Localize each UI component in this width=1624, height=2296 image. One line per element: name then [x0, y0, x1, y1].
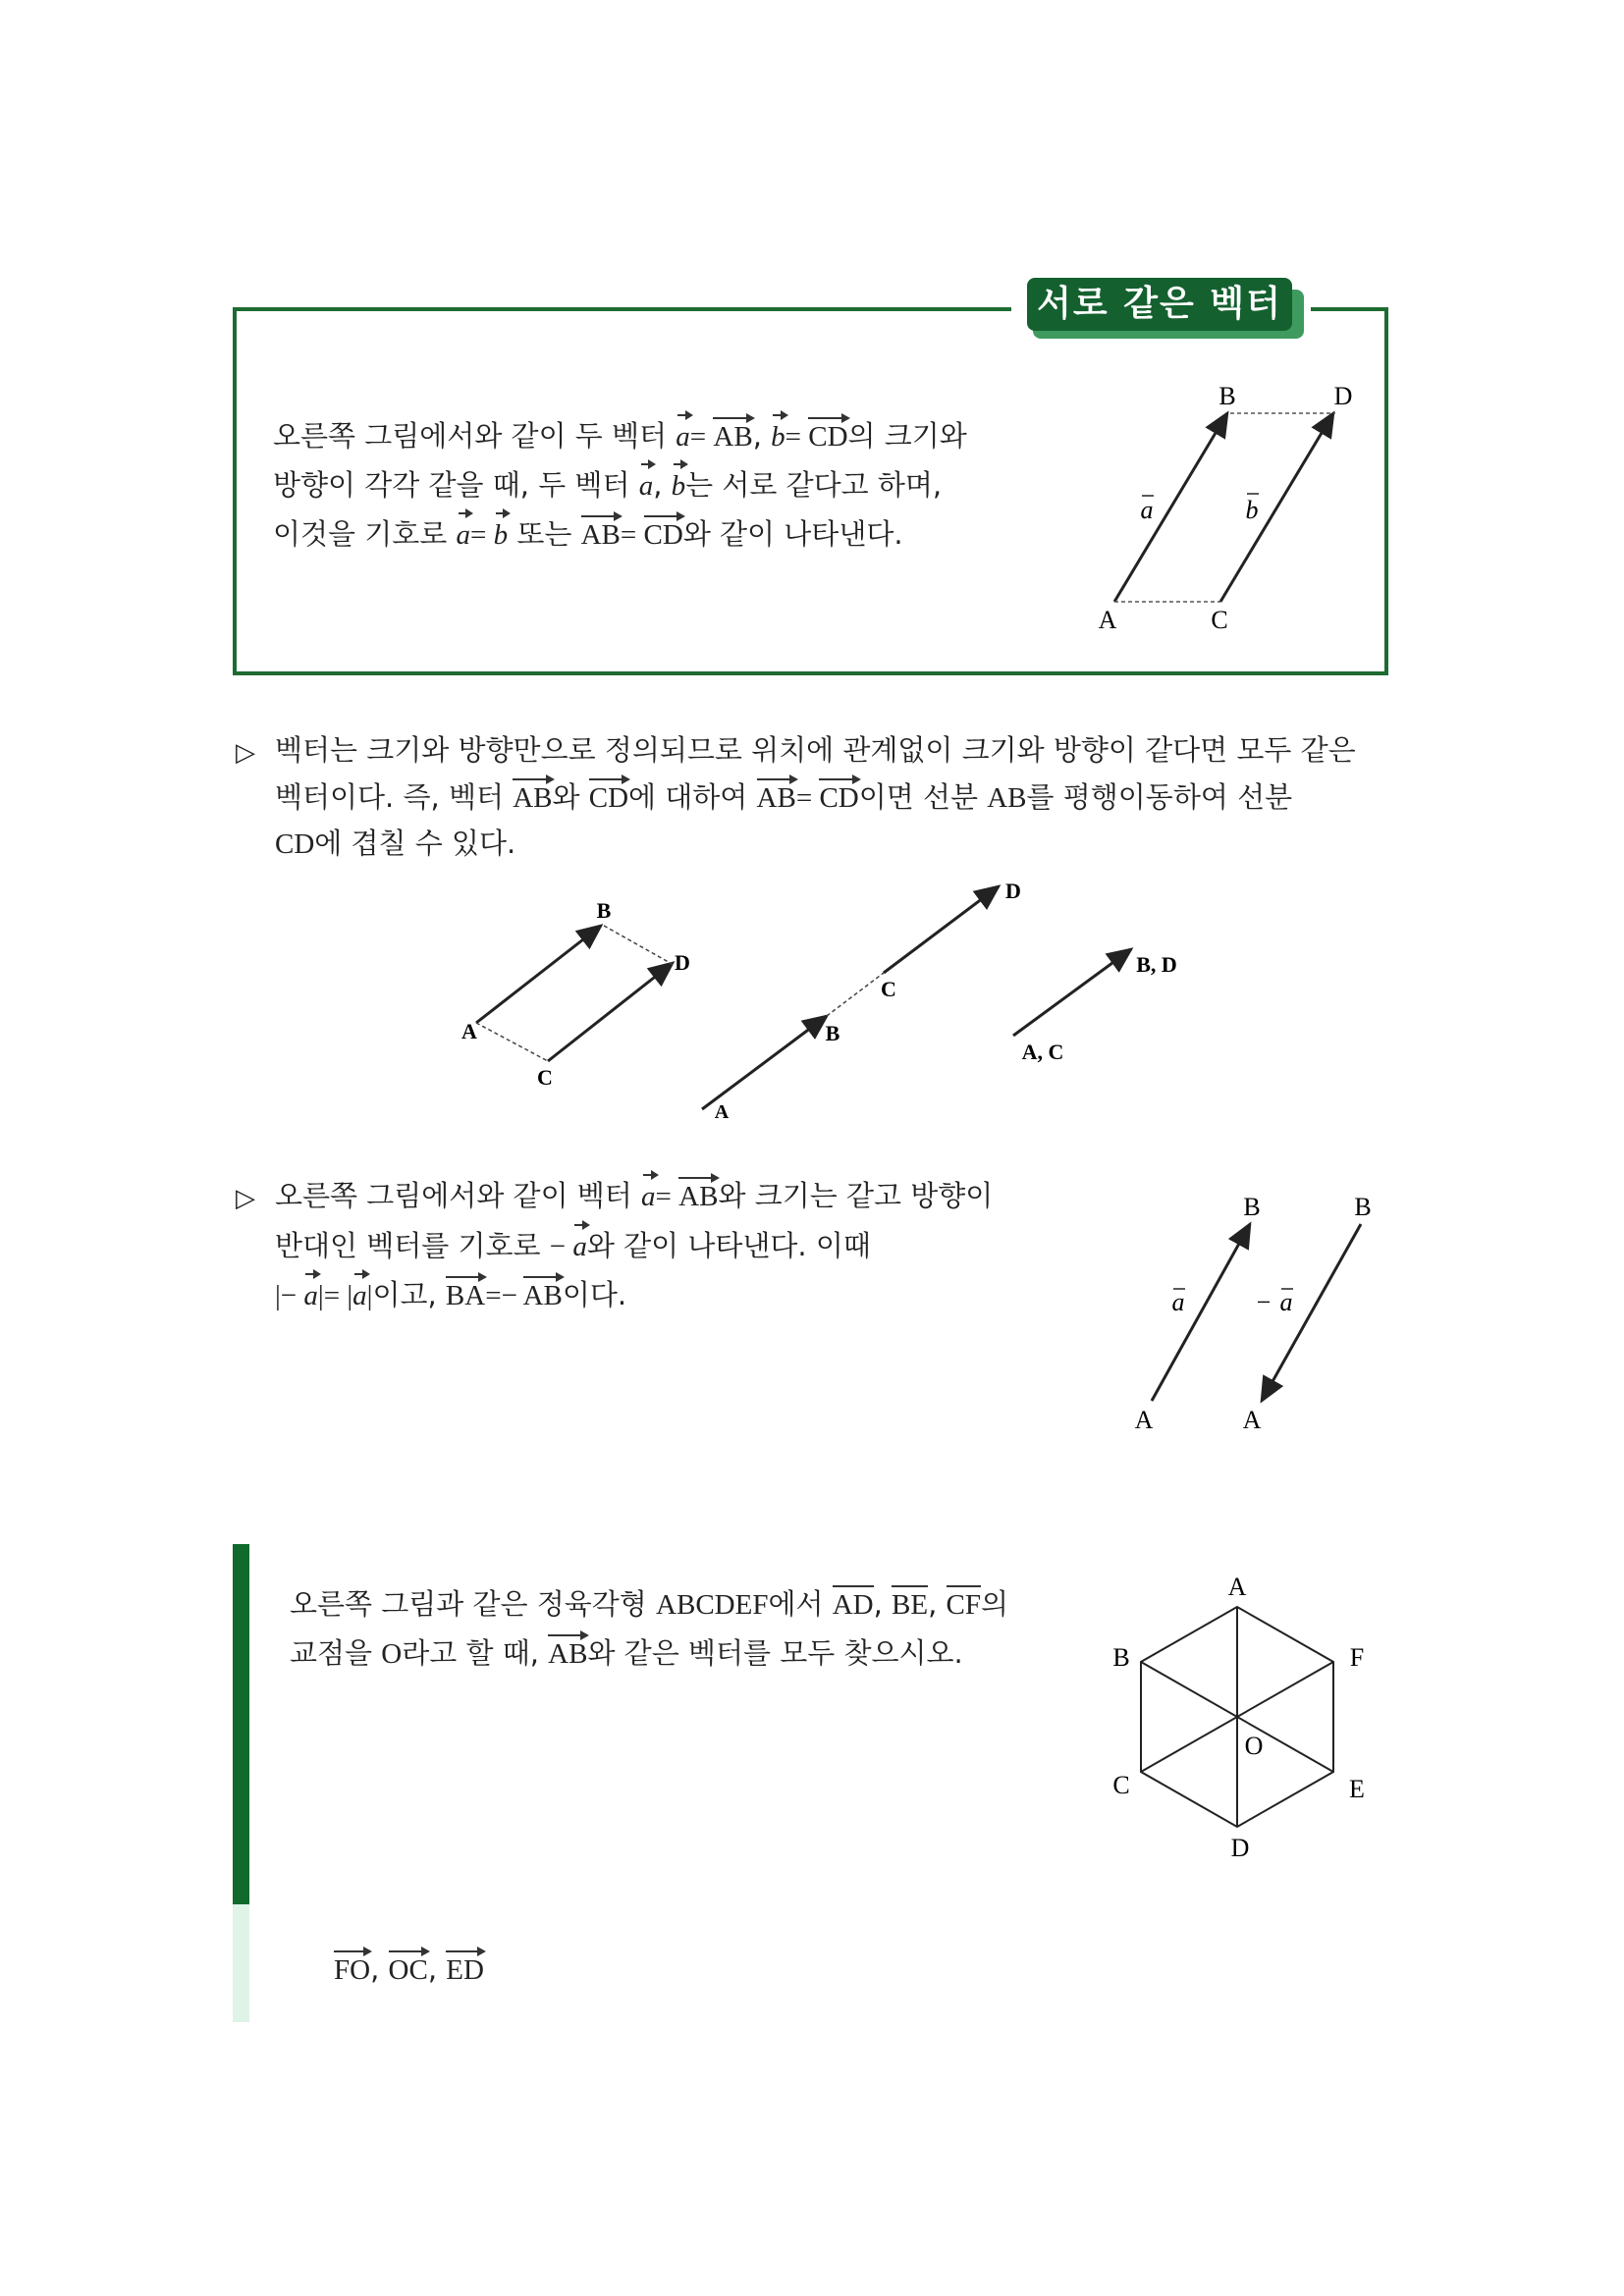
text: 벡터이다. 즉, 벡터 [275, 780, 514, 814]
text: 와 같이 나타낸다. 이때 [586, 1229, 871, 1262]
note2-line-3 [275, 1278, 627, 1311]
text: 와 같은 벡터를 모두 찾으시오. [587, 1636, 963, 1670]
text: 이고, [372, 1278, 446, 1311]
text: 에 겹칠 수 있다. [314, 827, 516, 860]
definition-line-1 [273, 419, 967, 453]
vector-BA: BA [446, 1276, 485, 1311]
note1-line-3 [275, 829, 515, 859]
note2-line-2 [275, 1229, 871, 1262]
figure-hexagon [1100, 1566, 1375, 1880]
text: 오른쪽 그림에서와 같이 벡터 [275, 1179, 642, 1212]
text: 이것을 기호로 [273, 517, 457, 551]
bullet-marker: ▷ [236, 1184, 255, 1213]
text: 와 크기는 같고 방향이 [718, 1179, 994, 1212]
fig2-dashed-AC [476, 1023, 548, 1061]
vector-AB: AB [757, 778, 796, 814]
vector-a: a [352, 1280, 367, 1311]
text: 이다. [562, 1278, 627, 1311]
vector-FO: FO [334, 1950, 370, 1986]
text: = [795, 782, 820, 814]
text: = [689, 421, 714, 453]
label-vec-b: b [1245, 496, 1259, 524]
text: 오른쪽 그림에서와 같이 두 벡터 [273, 419, 677, 453]
problem-line-1 [290, 1587, 1009, 1621]
label-vec-a: a [1171, 1288, 1185, 1316]
vector-a: a [303, 1280, 318, 1311]
hex-label-E: E [1349, 1775, 1365, 1803]
text: |= | [317, 1280, 353, 1311]
text: 와 같이 나타낸다. [682, 517, 903, 551]
text: 의 크기와 [847, 419, 967, 453]
bullet-marker: ▷ [236, 738, 255, 768]
label-vec-a: a [1140, 496, 1154, 524]
text: |− [275, 1280, 304, 1311]
fig2-collinear-AB [702, 1016, 827, 1109]
text: = [655, 1181, 679, 1212]
section-title: 서로 같은 벡터 [1027, 278, 1292, 331]
text: 방향이 각각 같을 때, 두 벡터 [273, 468, 639, 502]
fig2-label-A: A [461, 1019, 477, 1043]
figure-opposite-vectors [1110, 1183, 1394, 1443]
vector-a: a [638, 470, 654, 502]
segment-CF: CF [947, 1585, 981, 1621]
problem-line-2 [290, 1636, 963, 1670]
text: 반대인 벡터를 기호로 [275, 1229, 550, 1262]
text: = [470, 519, 494, 551]
text: , [928, 1587, 947, 1621]
fig2-vector-AB [476, 926, 601, 1023]
text: = [785, 421, 809, 453]
segment-BE: BE [892, 1585, 928, 1621]
label-B: B [1218, 382, 1236, 410]
vector-a: a [676, 421, 690, 453]
vector-CD: CD [589, 778, 628, 814]
text: , [873, 1587, 893, 1621]
figure-parallelogram [1080, 378, 1375, 643]
figure-translation [442, 869, 1208, 1129]
text: 에서 [768, 1587, 833, 1621]
text: 이면 선분 [858, 780, 988, 814]
vector-a: a [456, 519, 471, 551]
text: 교점을 [290, 1636, 382, 1670]
vector-AB: AB [678, 1177, 718, 1212]
fig2-vector-CD [548, 963, 673, 1061]
text: 라고 할 때, [402, 1636, 549, 1670]
problem-bar [233, 1544, 249, 1904]
text: 를 평행이동하여 선분 [1026, 780, 1293, 814]
answer-bar [233, 1904, 249, 2022]
fig2-coincident-vector [1013, 949, 1131, 1036]
fig2-label-BD: B, D [1136, 952, 1177, 977]
text: , [752, 419, 772, 453]
text: , [653, 468, 672, 502]
hexagon-name: ABCDEF [656, 1589, 769, 1621]
fig2-collinear-CD [884, 886, 999, 973]
vector-a-arrow [1114, 413, 1227, 602]
fig2-label-D2: D [1005, 879, 1021, 903]
note2-line-1 [275, 1179, 994, 1212]
label-minus: − [1256, 1288, 1272, 1316]
vector-CD: CD [644, 515, 683, 551]
vector-a: a [572, 1231, 587, 1262]
text: 또는 [508, 517, 581, 551]
hex-label-O: O [1244, 1732, 1264, 1760]
text: | [366, 1280, 373, 1311]
text: 와 [552, 780, 589, 814]
vector-b: b [493, 519, 509, 551]
fig2-dashed-BD [604, 926, 674, 965]
label-B2: B [1354, 1193, 1372, 1221]
note1-line-1: 벡터는 크기와 방향만으로 정의되므로 위치에 관계없이 크기와 방향이 같다면 모두 같은 [275, 733, 1356, 767]
vector-AB: AB [513, 778, 552, 814]
vector-b-arrow [1220, 413, 1333, 602]
fig2-dashed-BC [827, 973, 884, 1016]
label-A: A [1134, 1406, 1154, 1434]
minus-sign: − [549, 1231, 573, 1262]
hex-label-F: F [1349, 1643, 1365, 1672]
label-A: A [1098, 606, 1117, 634]
label-D: D [1333, 382, 1353, 410]
vector-CD: CD [808, 417, 847, 453]
point-O: O [381, 1638, 403, 1670]
vector-a-arrow [1152, 1224, 1250, 1401]
text: 에 대하여 [628, 780, 757, 814]
vector-neg-a-arrow [1262, 1224, 1361, 1401]
fig2-label-B: B [596, 898, 612, 923]
hex-label-A: A [1227, 1573, 1247, 1601]
vector-b: b [671, 470, 686, 502]
text: =− [485, 1280, 523, 1311]
fig2-label-D: D [675, 950, 690, 975]
answer-line [334, 1952, 484, 1986]
fig2-label-B2: B [825, 1021, 840, 1045]
fig2-label-AC: A, C [1021, 1040, 1064, 1064]
segment-AB: AB [987, 782, 1027, 814]
label-vec-neg-a: a [1279, 1288, 1293, 1316]
label-C: C [1211, 606, 1228, 634]
vector-AB: AB [581, 515, 621, 551]
fig2-label-C: C [537, 1065, 553, 1090]
vector-a: a [641, 1181, 656, 1212]
text: 오른쪽 그림과 같은 정육각형 [290, 1587, 657, 1621]
definition-line-2 [273, 468, 943, 502]
vector-CD: CD [819, 778, 858, 814]
vector-ED: ED [446, 1950, 484, 1986]
vector-b: b [771, 421, 785, 453]
vector-AB: AB [548, 1634, 587, 1670]
definition-line-3 [273, 517, 903, 551]
hex-label-C: C [1112, 1771, 1130, 1799]
label-A2: A [1242, 1406, 1262, 1434]
text: , [370, 1952, 389, 1986]
fig2-label-C2: C [881, 977, 896, 1001]
segment-CD: CD [275, 828, 315, 860]
hex-label-B: B [1112, 1643, 1130, 1672]
hex-label-D: D [1230, 1834, 1250, 1862]
text: 는 서로 같다고 하며, [685, 468, 943, 502]
text: , [427, 1952, 447, 1986]
vector-AB: AB [523, 1276, 563, 1311]
fig2-label-A2: A [714, 1101, 730, 1123]
vector-OC: OC [389, 1950, 428, 1986]
vector-AB: AB [713, 417, 752, 453]
label-B: B [1243, 1193, 1261, 1221]
text: = [620, 519, 644, 551]
segment-AD: AD [833, 1585, 874, 1621]
text: 의 [981, 1587, 1009, 1621]
section-title-wrap [1013, 278, 1308, 341]
note1-line-2 [275, 780, 1293, 814]
